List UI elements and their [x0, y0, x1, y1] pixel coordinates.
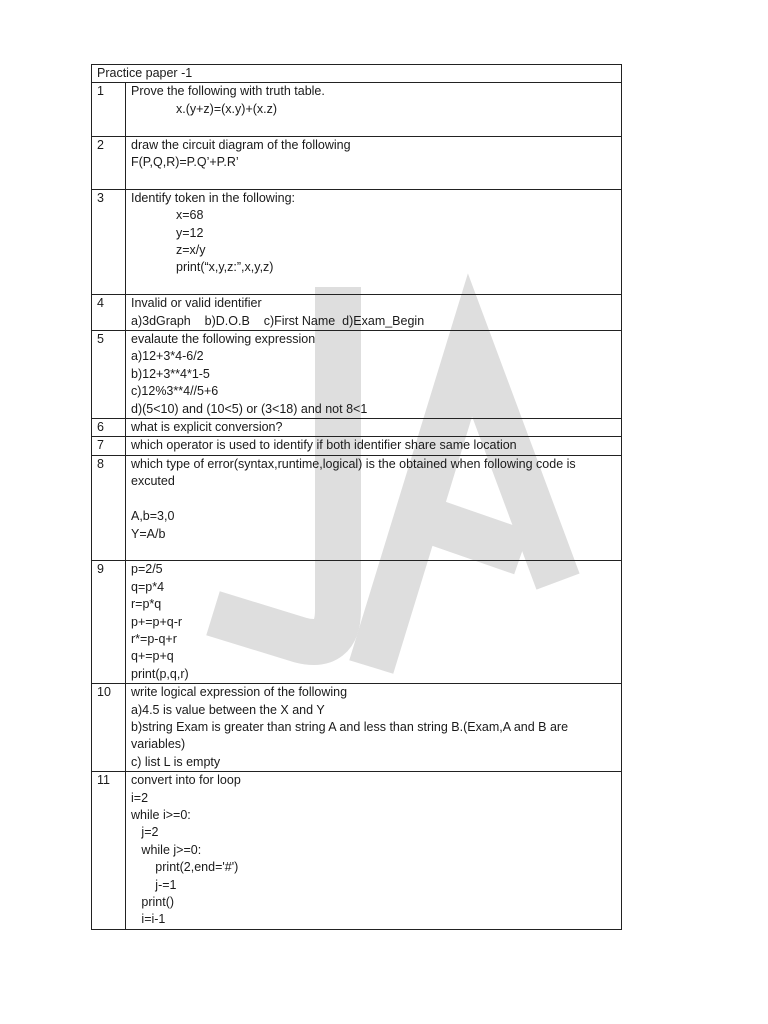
- question-line: j-=1: [131, 877, 177, 892]
- question-text: [126, 83, 622, 136]
- question-text: [126, 437, 622, 455]
- question-line: p=2/5: [131, 562, 163, 577]
- question-line: excuted: [131, 474, 175, 489]
- question-line: i=2: [131, 790, 149, 805]
- blank-line: [131, 277, 616, 294]
- question-line: [131, 491, 616, 508]
- question-line: print(2,end='#'): [131, 860, 239, 875]
- question-number: 8: [92, 455, 126, 560]
- question-line: draw the circuit diagram of the following: [131, 137, 351, 152]
- question-line: Invalid or valid identifier: [131, 296, 262, 311]
- question-row: [92, 455, 622, 560]
- question-row: [92, 295, 622, 331]
- question-number: 4: [92, 295, 126, 331]
- question-line: x.(y+z)=(x.y)+(x.z): [176, 101, 278, 116]
- question-line: Prove the following with truth table.: [131, 84, 325, 99]
- question-line: variables): [131, 737, 186, 752]
- question-number: 9: [92, 561, 126, 684]
- question-line: c) list L is empty: [131, 754, 221, 769]
- question-line: z=x/y: [176, 243, 206, 258]
- question-line: while i>=0:: [131, 807, 191, 822]
- question-number: 7: [92, 437, 126, 455]
- question-row: [92, 419, 622, 437]
- question-text: [126, 136, 622, 189]
- practice-paper-table: [91, 64, 622, 930]
- question-line: q=p*4: [131, 579, 165, 594]
- question-line: r*=p-q+r: [131, 631, 177, 646]
- question-line: d)(5<10) and (10<5) or (3<18) and not 8<1: [131, 401, 368, 416]
- question-line: c)12%3**4//5+6: [131, 384, 219, 399]
- question-line: print(“x,y,z:”,x,y,z): [176, 260, 274, 275]
- question-line: b)string Exam is greater than string A and less than string B.(Exam,A and B are: [131, 719, 569, 734]
- question-number: 11: [92, 772, 126, 930]
- question-line: while j>=0:: [131, 842, 202, 857]
- question-line: convert into for loop: [131, 773, 241, 788]
- question-line: F(P,Q,R)=P.Q’+P.R’: [131, 155, 239, 170]
- question-text: [126, 331, 622, 419]
- question-row: [92, 83, 622, 136]
- question-line: y=12: [176, 225, 204, 240]
- blank-line: [131, 118, 616, 135]
- question-line: a)12+3*4-6/2: [131, 349, 204, 364]
- question-line: evalaute the following expression: [131, 332, 316, 347]
- question-row: [92, 772, 622, 930]
- question-line: a)4.5 is value between the X and Y: [131, 702, 325, 717]
- question-row: [92, 189, 622, 294]
- question-text: [126, 419, 622, 437]
- question-line: Y=A/b: [131, 526, 166, 541]
- title-row: [92, 65, 622, 83]
- question-line: which type of error(syntax,runtime,logical) is the obtained when following code is: [131, 456, 576, 471]
- question-text: [126, 684, 622, 772]
- question-number: 1: [92, 83, 126, 136]
- question-line: write logical expression of the following: [131, 685, 348, 700]
- question-number: 6: [92, 419, 126, 437]
- question-row: [92, 331, 622, 419]
- question-line: which operator is used to identify if both identifier share same location: [131, 438, 517, 453]
- question-line: Identify token in the following:: [131, 190, 295, 205]
- question-text: [126, 189, 622, 294]
- question-number: 3: [92, 189, 126, 294]
- question-line: q+=p+q: [131, 649, 174, 664]
- question-line: p+=p+q-r: [131, 614, 183, 629]
- question-line: r=p*q: [131, 597, 162, 612]
- question-line: i=i-1: [131, 912, 166, 927]
- question-text: [126, 455, 622, 560]
- question-line: x=68: [176, 208, 204, 223]
- question-number: 10: [92, 684, 126, 772]
- blank-line: [131, 543, 616, 560]
- question-row: [92, 561, 622, 684]
- question-text: [126, 772, 622, 930]
- question-number: 5: [92, 331, 126, 419]
- blank-line: [131, 171, 616, 188]
- question-row: [92, 136, 622, 189]
- paper-title: Practice paper -1: [92, 65, 622, 83]
- question-row: [92, 437, 622, 455]
- question-text: [126, 561, 622, 684]
- question-line: b)12+3**4*1-5: [131, 366, 210, 381]
- question-row: [92, 684, 622, 772]
- question-line: what is explicit conversion?: [131, 420, 283, 435]
- question-line: j=2: [131, 825, 159, 840]
- question-line: print(p,q,r): [131, 666, 189, 681]
- question-line: A,b=3,0: [131, 509, 175, 524]
- question-line: print(): [131, 895, 175, 910]
- question-text: [126, 295, 622, 331]
- question-number: 2: [92, 136, 126, 189]
- question-line: a)3dGraph b)D.O.B c)First Name d)Exam_Begin: [131, 313, 425, 328]
